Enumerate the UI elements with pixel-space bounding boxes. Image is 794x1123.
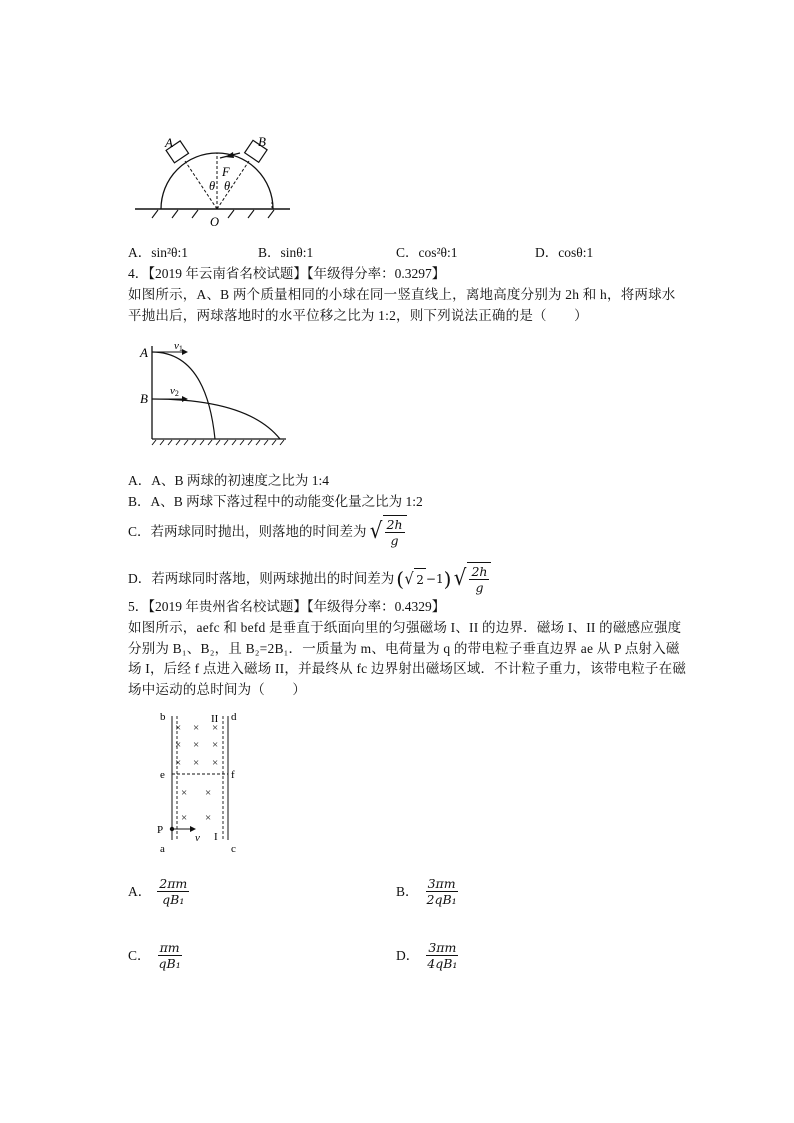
- q3-option-d[interactable]: D．cosθ:1: [535, 245, 594, 260]
- q4-option-b[interactable]: B．A、B 两球下落过程中的动能变化量之比为 1:2: [128, 494, 423, 509]
- q3-option-a[interactable]: A．sin²θ:1: [128, 245, 189, 260]
- q3-option-c[interactable]: C．cos²θ:1: [396, 245, 458, 260]
- q3-semicircle-figure: [130, 128, 300, 228]
- q3-label-f: F: [222, 165, 230, 179]
- q3-label-o: O: [210, 215, 220, 228]
- q5-stem: 如图所示，aefc 和 befd 是垂直于纸面向里的匀强磁场 I、II 的边界．磁场 I、II 的磁感应强度分别为 B₁、B₂，且 B₂=2B₁．一质量为 m、电荷量为 q 的带电粒子垂直边界 ae 从 P 点射入磁场 I，后经 f 点进入磁场 II，并最终从 fc 边界射出磁场区域．不计粒子重力，该带电粒子在磁场中运动的总时间为（ ）: [128, 620, 687, 697]
- q3-label-b: B: [258, 134, 266, 149]
- q4-option-d-expr: ( √ 2 −1 ) √ $\frac{2h}{g}$: [396, 562, 491, 596]
- q5-option-b[interactable]: B． $\frac{3\pi m}{\text{2qB₁}}$: [396, 876, 457, 907]
- q3-option-b[interactable]: B．sinθ:1: [258, 245, 314, 260]
- q4-label-v1: v1: [174, 340, 183, 353]
- q3-label-theta-left: θ: [209, 179, 216, 193]
- q5-label-p: P: [157, 824, 164, 836]
- q5-option-c[interactable]: C． $\frac{\pi m}{\text{qB₁}}$: [128, 940, 181, 971]
- svg-text:×: ×: [181, 787, 188, 799]
- svg-text:×: ×: [181, 812, 188, 824]
- q5-label-e: e: [160, 769, 165, 781]
- q4-label-b: B: [140, 391, 148, 406]
- q4-stem: 如图所示，A、B 两个质量相同的小球在同一竖直线上，离地高度分别为 2h 和 h，将两球水平抛出后，两球落地时的水平位移之比为 1:2，则下列说法正确的是（ ）: [128, 287, 676, 323]
- q5-option-a[interactable]: A． $\frac{2\pi m}{\text{qB₁}}$: [128, 876, 188, 907]
- q4-label-a: A: [140, 345, 148, 360]
- svg-text:×: ×: [175, 757, 182, 769]
- q5-label-f: f: [231, 769, 235, 781]
- q4-label-v2: v2: [170, 385, 179, 398]
- svg-text:×: ×: [205, 812, 212, 824]
- q4-option-c-sqrt: √ $\frac{2h}{g}$: [369, 515, 407, 549]
- svg-text:×: ×: [175, 722, 182, 734]
- q5-label-d: d: [231, 711, 237, 723]
- q4-option-a[interactable]: A．A、B 两球的初速度之比为 1:4: [128, 473, 330, 488]
- q5-label-region1: I: [214, 831, 218, 843]
- q4-header: 4．【2019 年云南省名校试题】【年级得分率：0.3297】: [128, 266, 446, 281]
- q5-label-region2: II: [211, 713, 219, 725]
- svg-text:×: ×: [212, 722, 219, 734]
- svg-text:×: ×: [193, 757, 200, 769]
- q5-option-d[interactable]: D． $\frac{3\pi m}{\text{4qB₁}}$: [396, 940, 458, 971]
- q5-label-a: a: [160, 843, 165, 855]
- svg-text:×: ×: [212, 757, 219, 769]
- q4-option-d[interactable]: D． 若两球同时落地，则两球抛出的时间差为 ( √ 2 −1 ) √ $\frac{2h}{g}$: [128, 562, 491, 596]
- svg-text:×: ×: [193, 739, 200, 751]
- q5-magnetic-field-figure: [150, 708, 250, 856]
- svg-text:×: ×: [205, 787, 212, 799]
- q5-label-v: v: [195, 832, 200, 844]
- q4-projectile-figure: [138, 338, 293, 450]
- svg-text:×: ×: [212, 739, 219, 751]
- q5-header: 5．【2019 年贵州省名校试题】【年级得分率：0.4329】: [128, 599, 446, 614]
- q5-field-crosses: [175, 722, 218, 824]
- q3-label-a: A: [165, 135, 173, 150]
- q4-option-c[interactable]: C． 若两球同时抛出，则落地的时间差为 √ $\frac{2h}{g}$: [128, 515, 407, 549]
- q5-label-b: b: [160, 711, 166, 723]
- q3-label-theta-right: θ: [224, 179, 231, 193]
- q5-label-c: c: [231, 843, 236, 855]
- svg-text:×: ×: [193, 722, 200, 734]
- svg-text:×: ×: [175, 739, 182, 751]
